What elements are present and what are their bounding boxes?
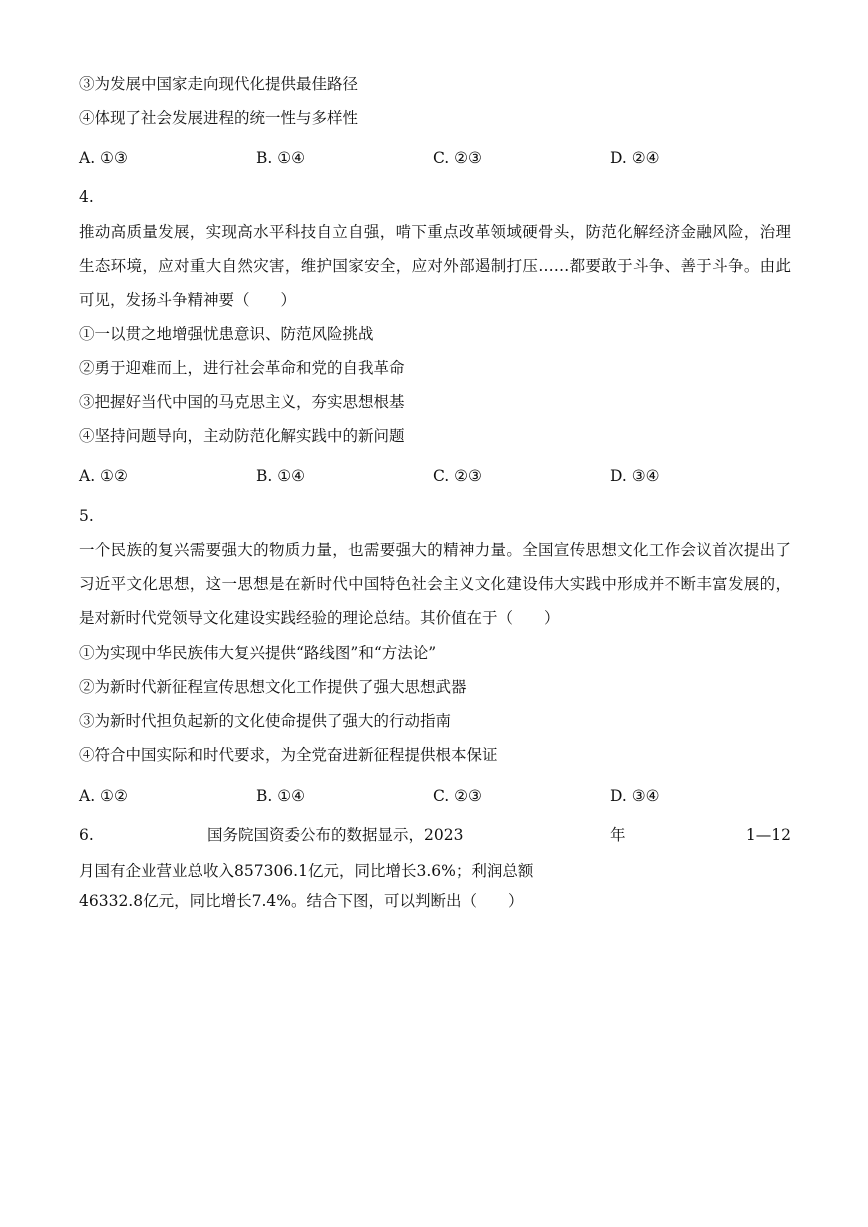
q5-option-d[interactable]: D. ③④ (610, 787, 660, 805)
q5-number: 5. (79, 507, 94, 525)
q6-segment-1: 国务院国资委公布的数据显示，2023 (207, 826, 464, 844)
q4-option-c[interactable]: C. ②③ (433, 467, 482, 485)
q5-statement-3: ③为新时代担负起新的文化使命提供了强大的行动指南 (79, 712, 452, 730)
q4-number: 4. (79, 188, 94, 206)
q5-options (79, 785, 791, 807)
q5-option-b[interactable]: B. ①④ (256, 787, 306, 805)
q3-options (79, 147, 791, 169)
q4-option-b[interactable]: B. ①④ (256, 467, 306, 485)
q6-line-2: 月国有企业营业总收入857306.1亿元，同比增长3.6%；利润总额 (79, 862, 534, 880)
q6-first-line (79, 824, 791, 846)
q6-segment-2: 年 (610, 826, 626, 844)
q4-stem: 推动高质量发展，实现高水平科技自立自强，啃下重点改革领域硬骨头，防范化解经济金融风险，治理生态环境，应对重大自然灾害，维护国家安全，应对外部遏制打压……都要敢于斗争、善于斗争。由此可见，发扬斗争精神要（ ） (79, 223, 791, 309)
q3-option-d[interactable]: D. ②④ (610, 149, 660, 167)
q5-statement-4: ④符合中国实际和时代要求，为全党奋进新征程提供根本保证 (79, 746, 498, 764)
q5-stem: 一个民族的复兴需要强大的物质力量，也需要强大的精神力量。全国宣传思想文化工作会议首次提出了习近平文化思想，这一思想是在新时代中国特色社会主义文化建设伟大实践中形成并不断丰富发展的，是对新时代党领导文化建设实践经验的理论总结。其价值在于（ ） (79, 541, 791, 627)
q4-option-d[interactable]: D. ③④ (610, 467, 660, 485)
q4-statement-1: ①一以贯之地增强忧患意识、防范风险挑战 (79, 325, 374, 343)
q4-option-a[interactable]: A. ①② (79, 467, 128, 485)
q6-line-3: 46332.8亿元，同比增长7.4%。结合下图，可以判断出（ ） (79, 892, 524, 910)
q5-statement-1: ①为实现中华民族伟大复兴提供“路线图”和“方法论” (79, 644, 437, 662)
q6-number: 6. (79, 826, 94, 844)
q4-statement-2: ②勇于迎难而上，进行社会革命和党的自我革命 (79, 359, 405, 377)
q3-option-c[interactable]: C. ②③ (433, 149, 482, 167)
q5-statement-2: ②为新时代新征程宣传思想文化工作提供了强大思想武器 (79, 678, 467, 696)
q3-option-b[interactable]: B. ①④ (256, 149, 306, 167)
q4-options (79, 465, 791, 487)
q4-statement-3: ③把握好当代中国的马克思主义，夯实思想根基 (79, 393, 405, 411)
q3-statement-3: ③为发展中国家走向现代化提供最佳路径 (79, 75, 359, 93)
q5-option-c[interactable]: C. ②③ (433, 787, 482, 805)
q6-segment-3: 1—12 (745, 826, 791, 844)
q3-option-a[interactable]: A. ①③ (79, 149, 128, 167)
q3-statement-4: ④体现了社会发展进程的统一性与多样性 (79, 109, 359, 127)
q4-statement-4: ④坚持问题导向，主动防范化解实践中的新问题 (79, 427, 405, 445)
q5-option-a[interactable]: A. ①② (79, 787, 128, 805)
